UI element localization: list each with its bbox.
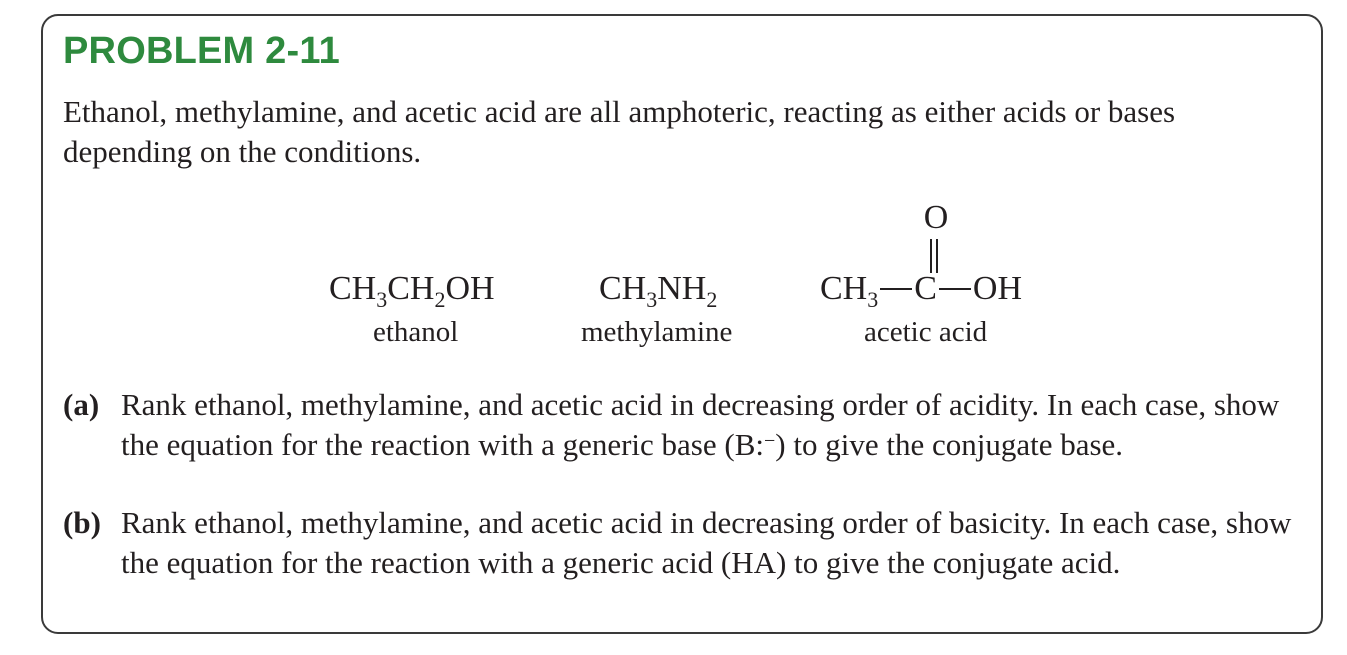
ethanol-formula: $CH_3CH_2OH$: [329, 270, 495, 312]
carbonyl-oxygen: O: [923, 199, 949, 236]
methylamine-name: methylamine: [581, 316, 733, 348]
methylamine-formula: $CH_3NH_2$: [599, 270, 718, 312]
single-bond: [880, 288, 912, 290]
part-a-text: Rank ethanol, methylamine, and acetic acid in decreasing order of acidity. In each case, show the equation for the reaction with a generic base (B:−) to give the conjugate base.: [121, 387, 1280, 462]
part-b: [63, 503, 1308, 583]
part-b-text: Rank ethanol, methylamine, and acetic acid in decreasing order of basicity. In each case, show the equation for the reaction with a generic acid (HA) to give the conjugate acid.: [121, 505, 1292, 580]
part-b-label: (b): [63, 505, 101, 540]
acetic-acid-name: acetic acid: [864, 316, 988, 348]
single-bond: [939, 288, 971, 290]
ethanol-name: ethanol: [373, 316, 459, 348]
double-bond: [930, 239, 938, 273]
acetic-acid-formula: $CH_3$ C OH: [820, 270, 1023, 312]
problem-title: PROBLEM 2-11: [63, 30, 340, 72]
part-a-label: (a): [63, 387, 100, 422]
part-a: [63, 385, 1308, 465]
carbonyl-group: [916, 201, 956, 281]
problem-intro: Ethanol, methylamine, and acetic acid are all amphoteric, reacting as either acids or bases depending on the conditions.: [63, 94, 1176, 169]
